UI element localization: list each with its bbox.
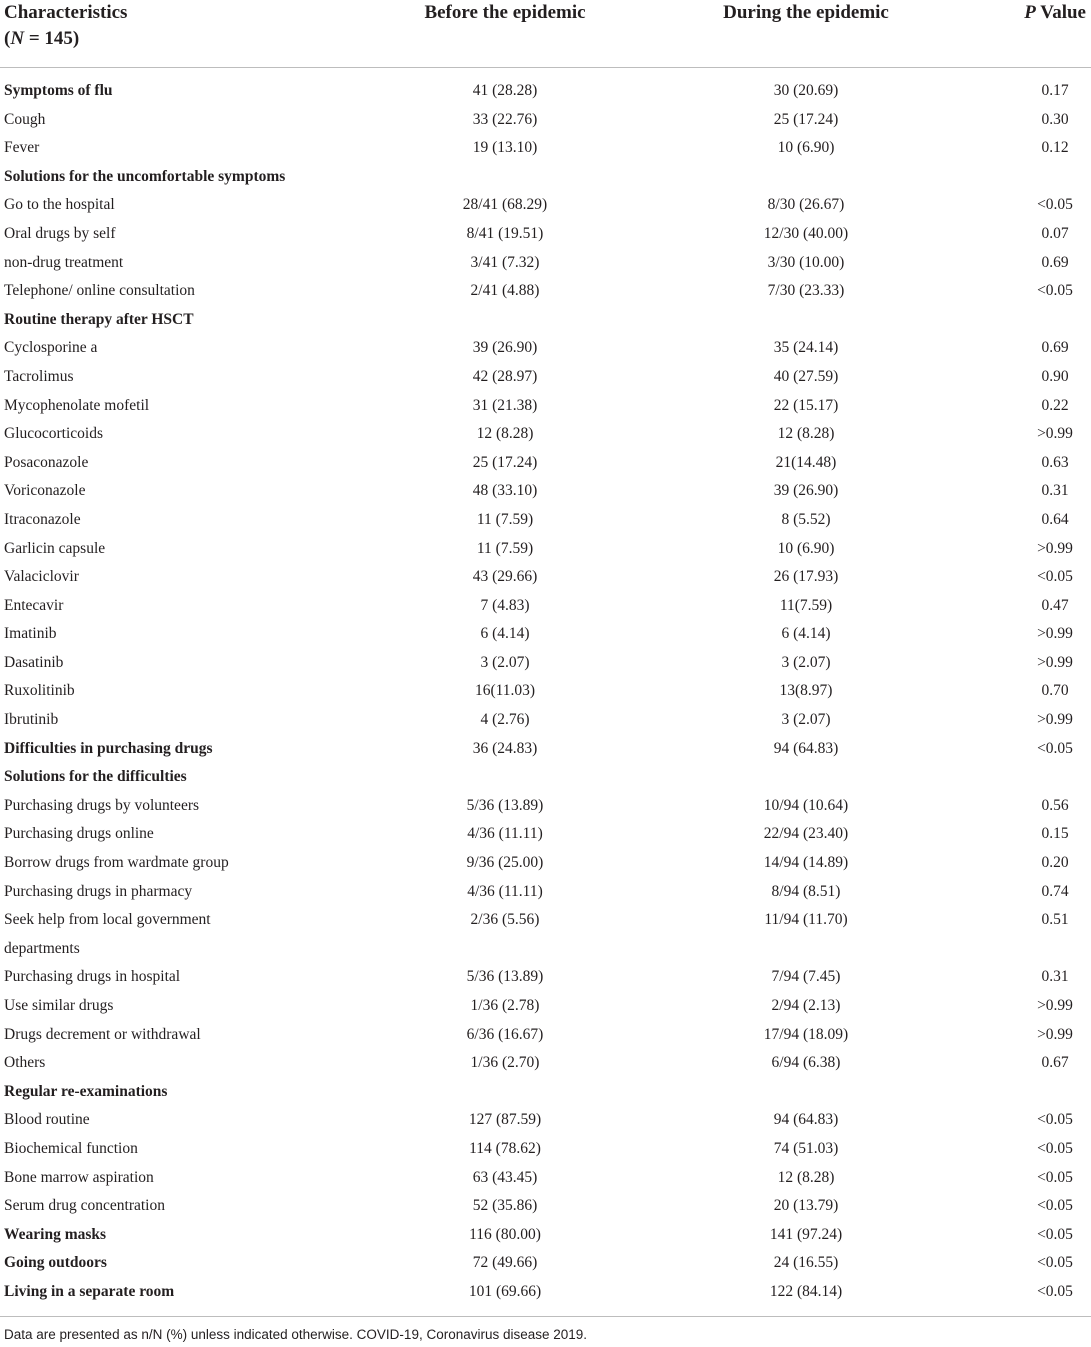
row-label-text: Oral drugs by self	[4, 224, 116, 242]
table-row	[0, 563, 1091, 592]
cell-p-value: 0.56	[1041, 796, 1069, 814]
cell-p-value: <0.05	[1037, 739, 1073, 757]
cell-during: 3/30 (10.00)	[767, 253, 845, 271]
row-label	[4, 163, 404, 192]
table-row	[0, 649, 1091, 678]
cell-before: 8/41 (19.51)	[466, 224, 544, 242]
row-label-text: Purchasing drugs by volunteers	[4, 796, 200, 814]
cell-p-value: 0.22	[1041, 396, 1069, 414]
row-label-text: Posaconazole	[4, 453, 89, 471]
table-row	[0, 535, 1091, 564]
cell-during: 11(7.59)	[779, 596, 833, 614]
cell-before: 9/36 (25.00)	[466, 854, 544, 872]
table-footnote: Data are presented as n/N (%) unless indicated otherwise. COVID-19, Coronavirus disease 2019.	[4, 1327, 588, 1342]
header-during: During the epidemic	[723, 2, 889, 23]
row-label-text: Others	[4, 1054, 46, 1072]
cell-p-value: <0.05	[1037, 196, 1073, 214]
cell-during: 24 (16.55)	[773, 1254, 839, 1272]
row-label	[4, 220, 244, 249]
cell-p-value: >0.99	[1037, 539, 1073, 557]
cell-before: 4 (2.76)	[480, 711, 530, 729]
cell-during: 12 (8.28)	[777, 425, 835, 443]
cell-before: 16(11.03)	[474, 682, 536, 700]
table-row	[0, 506, 1091, 535]
row-label-text: Wearing masks	[4, 1225, 107, 1243]
cell-during: 122 (84.14)	[769, 1282, 843, 1300]
cell-p-value: >0.99	[1037, 711, 1073, 729]
cell-during: 2/94 (2.13)	[771, 997, 841, 1014]
table-row	[0, 77, 1091, 106]
table-row	[0, 1078, 1091, 1107]
table-row	[0, 992, 1091, 1021]
table-row	[0, 420, 1091, 449]
table-row	[0, 1221, 1091, 1250]
table-row	[0, 249, 1091, 278]
cell-during: 94 (64.83)	[773, 1111, 839, 1129]
row-label	[4, 735, 404, 764]
row-label-text: Voriconazole	[4, 482, 86, 500]
cell-before: 5/36 (13.89)	[466, 796, 544, 814]
cell-p-value: <0.05	[1037, 1197, 1073, 1215]
cell-before: 3/41 (7.32)	[470, 253, 540, 271]
cell-during: 22/94 (23.40)	[763, 825, 849, 843]
table-row	[0, 1249, 1091, 1278]
table-row	[0, 163, 1091, 192]
row-label-text: Mycophenolate mofetil	[4, 396, 150, 414]
row-label-text: Drugs decrement or withdrawal	[4, 1025, 201, 1043]
table-row	[0, 906, 1091, 963]
cell-during: 7/30 (23.33)	[767, 282, 845, 300]
row-label-text: Solutions for the difficulties	[4, 768, 187, 786]
cell-before: 1/36 (2.70)	[470, 1054, 540, 1072]
table-row	[0, 334, 1091, 363]
cell-during: 12/30 (40.00)	[763, 224, 849, 242]
cell-before: 11 (7.59)	[476, 539, 534, 557]
header-n-text: (N = 145)	[4, 28, 80, 49]
cell-p-value: 0.47	[1041, 596, 1069, 614]
row-label	[4, 992, 244, 1021]
cell-during: 6 (4.14)	[781, 625, 831, 643]
cell-before: 101 (69.66)	[468, 1282, 542, 1300]
cell-before: 19 (13.10)	[472, 139, 538, 157]
cell-during: 14/94 (14.89)	[763, 854, 849, 872]
row-label	[4, 1164, 244, 1193]
cell-before: 5/36 (13.89)	[466, 968, 544, 986]
table-row	[0, 620, 1091, 649]
cell-p-value: 0.07	[1041, 224, 1069, 242]
row-label	[4, 392, 244, 421]
row-label-text: Bone marrow aspiration	[4, 1168, 154, 1186]
row-label	[4, 706, 244, 735]
cell-before: 7 (4.83)	[480, 596, 530, 614]
cell-before: 127 (87.59)	[468, 1111, 542, 1129]
cell-p-value: >0.99	[1037, 625, 1073, 643]
row-label-text: Dasatinib	[4, 653, 64, 671]
row-label	[4, 1135, 244, 1164]
row-label	[4, 820, 244, 849]
row-label	[4, 906, 244, 963]
table-row	[0, 1278, 1091, 1307]
cell-before: 6 (4.14)	[480, 625, 530, 643]
cell-during: 17/94 (18.09)	[763, 1025, 849, 1043]
table-row	[0, 592, 1091, 621]
cell-before: 39 (26.90)	[472, 339, 538, 357]
row-label	[4, 878, 244, 907]
cell-p-value: 0.20	[1041, 854, 1069, 872]
table-body	[0, 77, 1091, 1307]
cell-p-value: 0.31	[1041, 968, 1069, 986]
row-label-text: Fever	[4, 139, 40, 157]
row-label	[4, 191, 244, 220]
cell-during: 3 (2.07)	[781, 711, 831, 729]
row-label	[4, 563, 244, 592]
cell-p-value: 0.64	[1041, 510, 1069, 528]
cell-during: 40 (27.59)	[773, 367, 839, 385]
row-label-text: Serum drug concentration	[4, 1197, 165, 1215]
cell-during: 10 (6.90)	[777, 139, 835, 157]
row-label-text: Use similar drugs	[4, 997, 114, 1014]
row-label	[4, 420, 244, 449]
row-label-text: Biochemical function	[4, 1139, 138, 1157]
row-label	[4, 849, 244, 878]
table-header	[0, 0, 1091, 66]
row-label-text: Going outdoors	[4, 1254, 107, 1272]
table-row	[0, 220, 1091, 249]
row-label-text: Seek help from local government	[4, 911, 211, 929]
table-row	[0, 677, 1091, 706]
row-label-text: Telephone/ online consultation	[4, 282, 195, 300]
row-label	[4, 792, 244, 821]
row-label	[4, 363, 244, 392]
table-row	[0, 878, 1091, 907]
cell-during: 6/94 (6.38)	[771, 1054, 841, 1072]
cell-during: 10 (6.90)	[777, 539, 835, 557]
row-label-text: Itraconazole	[4, 510, 81, 528]
row-label-text: non-drug treatment	[4, 253, 124, 271]
row-label-text: Blood routine	[4, 1111, 90, 1129]
table-row	[0, 392, 1091, 421]
row-label	[4, 277, 244, 306]
header-rule	[0, 67, 1091, 68]
table-row	[0, 706, 1091, 735]
table-row	[0, 363, 1091, 392]
cell-during: 26 (17.93)	[773, 568, 839, 586]
table-row	[0, 1192, 1091, 1221]
cell-before: 1/36 (2.78)	[470, 997, 540, 1014]
row-label-text: Garlicin capsule	[4, 539, 106, 557]
cell-during: 10/94 (10.64)	[763, 796, 849, 814]
row-label	[4, 249, 244, 278]
row-label-text: Living in a separate room	[4, 1282, 175, 1300]
table-row	[0, 1164, 1091, 1193]
header-p-value: P Value	[1024, 2, 1086, 23]
row-label	[4, 1249, 404, 1278]
cell-p-value: <0.05	[1037, 1254, 1073, 1272]
cell-p-value: <0.05	[1037, 1225, 1073, 1243]
cell-before: 31 (21.38)	[472, 396, 538, 414]
table-row	[0, 763, 1091, 792]
row-label-text: Go to the hospital	[4, 196, 115, 214]
row-label	[4, 1192, 244, 1221]
table-row	[0, 191, 1091, 220]
row-label	[4, 1278, 404, 1307]
table-row	[0, 106, 1091, 135]
cell-before: 36 (24.83)	[472, 739, 538, 757]
row-label	[4, 1106, 244, 1135]
row-label-text: Purchasing drugs in hospital	[4, 968, 181, 986]
cell-before: 6/36 (16.67)	[466, 1025, 544, 1043]
cell-before: 28/41 (68.29)	[462, 196, 548, 214]
row-label-text: Purchasing drugs in pharmacy	[4, 882, 193, 900]
row-label-text: Cyclosporine a	[4, 339, 98, 357]
row-label	[4, 677, 244, 706]
cell-before: 116 (80.00)	[469, 1225, 541, 1243]
cell-p-value: 0.51	[1041, 911, 1069, 929]
row-label-text: Cough	[4, 110, 46, 128]
cell-p-value: <0.05	[1037, 1139, 1073, 1157]
row-label-text: Tacrolimus	[4, 367, 74, 385]
row-label-text: Borrow drugs from wardmate group	[4, 854, 229, 872]
row-label-text: Routine therapy after HSCT	[4, 310, 194, 328]
cell-p-value: 0.69	[1041, 253, 1069, 271]
table-row	[0, 792, 1091, 821]
table-row	[0, 277, 1091, 306]
row-label-text: Glucocorticoids	[4, 425, 104, 443]
cell-p-value: 0.30	[1041, 110, 1069, 128]
table-row	[0, 963, 1091, 992]
cell-during: 11/94 (11.70)	[764, 911, 848, 929]
cell-before: 2/41 (4.88)	[470, 282, 540, 300]
cell-during: 39 (26.90)	[773, 482, 839, 500]
row-label	[4, 334, 244, 363]
cell-during: 35 (24.14)	[773, 339, 839, 357]
row-label	[4, 763, 404, 792]
cell-p-value: 0.17	[1041, 82, 1069, 99]
row-label	[4, 963, 244, 992]
row-label	[4, 106, 244, 135]
cell-during: 8 (5.52)	[781, 510, 831, 528]
row-label-text: Valaciclovir	[4, 568, 79, 586]
cell-p-value: >0.99	[1037, 1025, 1073, 1043]
cell-during: 21(14.48)	[775, 453, 837, 471]
cell-before: 114 (78.62)	[469, 1139, 541, 1157]
cell-before: 25 (17.24)	[472, 453, 538, 471]
row-label	[4, 506, 244, 535]
row-label	[4, 620, 244, 649]
cell-p-value: >0.99	[1037, 997, 1073, 1014]
row-label	[4, 535, 244, 564]
cell-p-value: 0.12	[1041, 139, 1069, 157]
row-label	[4, 306, 404, 335]
table-row	[0, 477, 1091, 506]
row-label-text: Ruxolitinib	[4, 682, 75, 700]
row-label	[4, 1049, 244, 1078]
cell-during: 25 (17.24)	[773, 110, 839, 128]
table-row	[0, 306, 1091, 335]
cell-p-value: 0.70	[1041, 682, 1069, 700]
cell-during: 7/94 (7.45)	[771, 968, 841, 986]
cell-p-value: <0.05	[1037, 282, 1073, 300]
cell-p-value: <0.05	[1037, 1282, 1073, 1300]
footer-rule	[0, 1316, 1091, 1317]
table-row	[0, 735, 1091, 764]
row-label-text: Solutions for the uncomfortable symptoms	[4, 167, 286, 185]
cell-p-value: >0.99	[1037, 425, 1073, 443]
row-label	[4, 449, 244, 478]
cell-during: 20 (13.79)	[773, 1197, 839, 1215]
header-characteristics-label: Characteristics	[4, 2, 128, 23]
cell-before: 63 (43.45)	[472, 1168, 538, 1186]
header-characteristics	[4, 0, 127, 52]
cell-before: 33 (22.76)	[472, 110, 538, 128]
cell-p-value: <0.05	[1037, 1111, 1073, 1129]
cell-during: 141 (97.24)	[769, 1225, 843, 1243]
row-label-text: Purchasing drugs online	[4, 825, 154, 843]
cell-before: 48 (33.10)	[472, 482, 538, 500]
cell-before: 42 (28.97)	[472, 367, 538, 385]
table-row	[0, 1106, 1091, 1135]
cell-p-value: 0.90	[1041, 367, 1069, 385]
table-row	[0, 1021, 1091, 1050]
row-label-text: Regular re-examinations	[4, 1082, 168, 1100]
row-label-text: Imatinib	[4, 625, 57, 643]
row-label-text: Symptoms of flu	[4, 82, 113, 99]
row-label	[4, 1021, 244, 1050]
row-label	[4, 477, 244, 506]
cell-p-value: 0.63	[1041, 453, 1069, 471]
table-row	[0, 820, 1091, 849]
cell-during: 13(8.97)	[779, 682, 833, 700]
table-row	[0, 449, 1091, 478]
cell-before: 43 (29.66)	[472, 568, 538, 586]
row-label-text-line2: departments	[4, 939, 80, 957]
cell-p-value: <0.05	[1037, 1168, 1073, 1186]
cell-p-value: <0.05	[1037, 568, 1073, 586]
table-row	[0, 1135, 1091, 1164]
row-label-text: Difficulties in purchasing drugs	[4, 739, 213, 757]
row-label-text: Entecavir	[4, 596, 64, 614]
cell-before: 12 (8.28)	[476, 425, 534, 443]
cell-during: 94 (64.83)	[773, 739, 839, 757]
cell-p-value: 0.74	[1041, 882, 1069, 900]
cell-during: 74 (51.03)	[773, 1139, 839, 1157]
cell-p-value: 0.31	[1041, 482, 1069, 500]
cell-during: 8/94 (8.51)	[771, 882, 841, 900]
header-n-label	[4, 26, 127, 52]
row-label	[4, 592, 244, 621]
row-label	[4, 1221, 404, 1250]
cell-before: 72 (49.66)	[472, 1254, 538, 1272]
cell-before: 52 (35.86)	[472, 1197, 538, 1215]
table-row	[0, 134, 1091, 163]
row-label	[4, 134, 244, 163]
cell-p-value: 0.15	[1041, 825, 1069, 843]
row-label	[4, 1078, 404, 1107]
cell-before: 3 (2.07)	[480, 653, 530, 671]
cell-before: 4/36 (11.11)	[467, 882, 543, 900]
cell-before: 41 (28.28)	[472, 82, 538, 99]
cell-before: 2/36 (5.56)	[470, 911, 540, 929]
cell-during: 8/30 (26.67)	[767, 196, 845, 214]
cell-before: 4/36 (11.11)	[467, 825, 543, 843]
table-row	[0, 1049, 1091, 1078]
cell-during: 3 (2.07)	[781, 653, 831, 671]
row-label	[4, 649, 244, 678]
header-before: Before the epidemic	[424, 2, 586, 23]
row-label	[4, 77, 404, 106]
cell-p-value: 0.69	[1041, 339, 1069, 357]
row-label-text: Ibrutinib	[4, 711, 59, 729]
cell-p-value: 0.67	[1041, 1054, 1069, 1072]
cell-during: 22 (15.17)	[773, 396, 839, 414]
table-row	[0, 849, 1091, 878]
cell-during: 12 (8.28)	[777, 1168, 835, 1186]
cell-during: 30 (20.69)	[773, 82, 839, 99]
cell-p-value: >0.99	[1037, 653, 1073, 671]
cell-before: 11 (7.59)	[476, 510, 534, 528]
